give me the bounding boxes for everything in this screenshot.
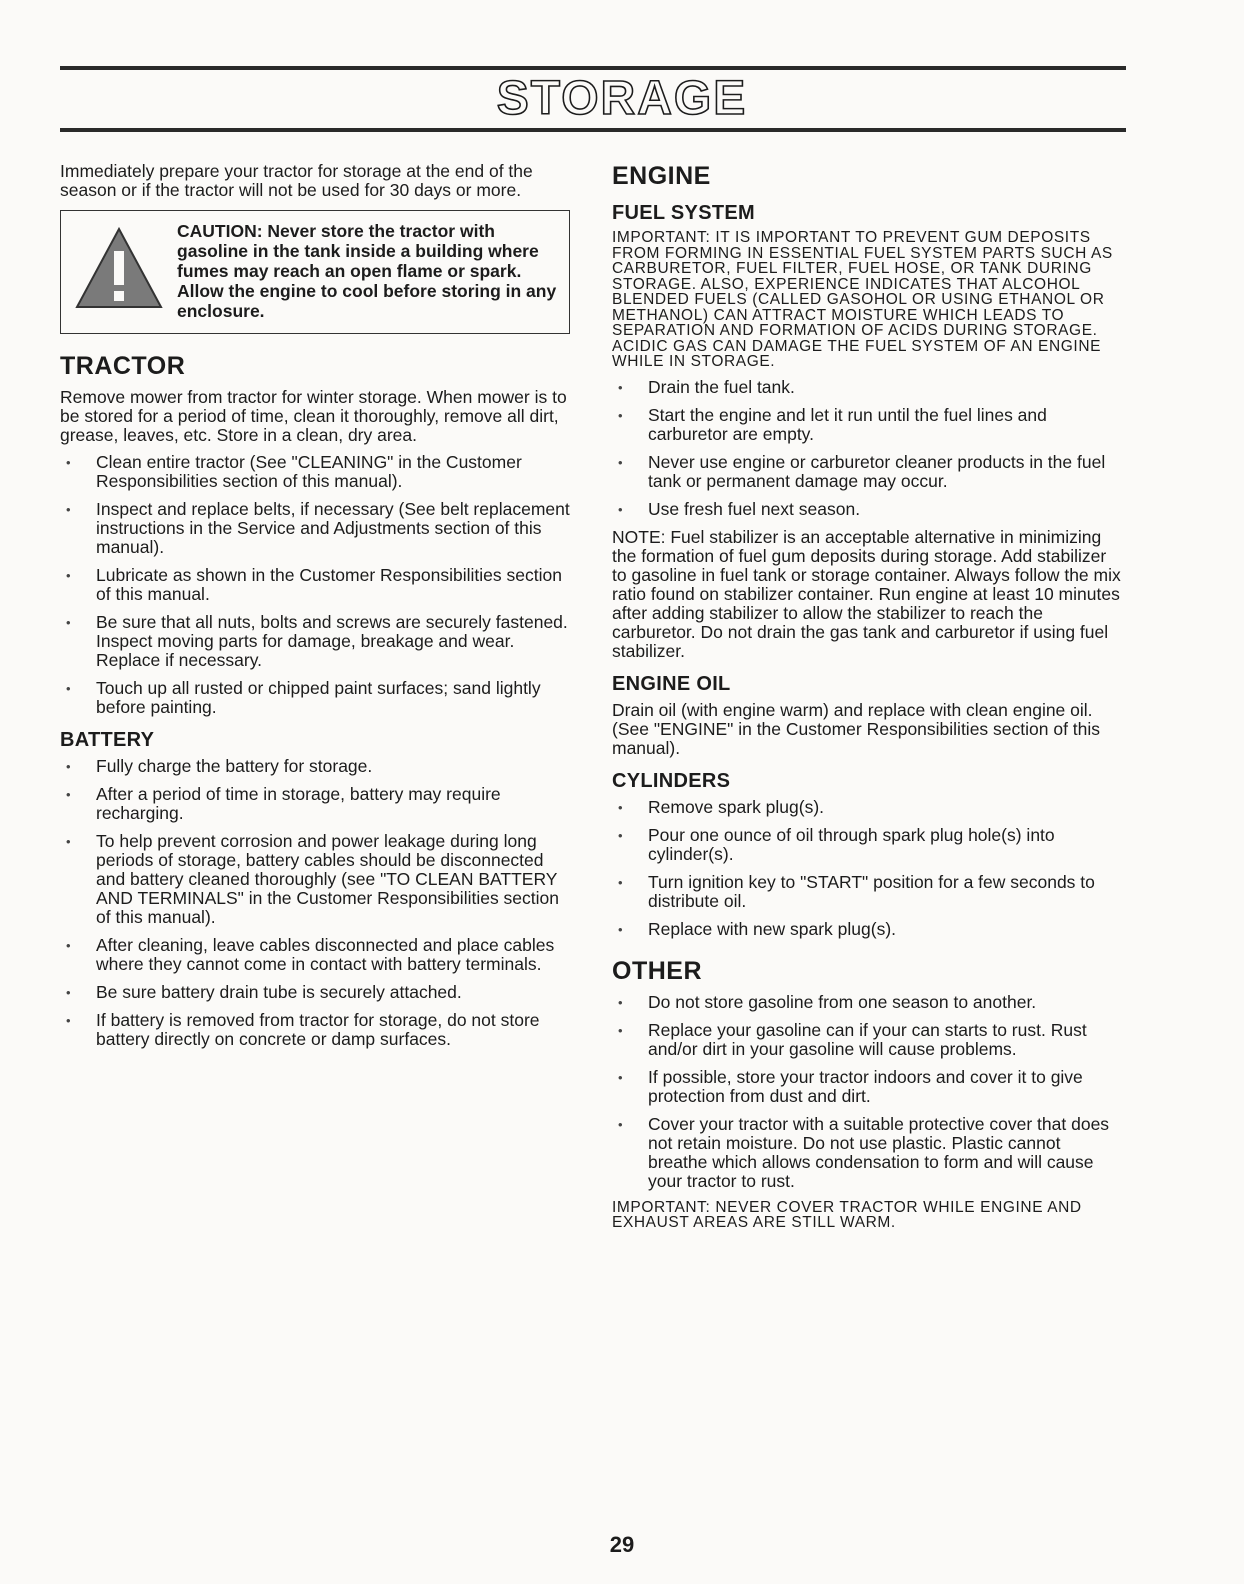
cylinders-list [612, 798, 1124, 939]
list-item: • Replace with new spark plug(s). [612, 920, 1124, 939]
caution-box [60, 210, 570, 334]
list-item: • Turn ignition key to "START" position for a few seconds to distribute oil. [612, 873, 1124, 911]
list-item: • Remove spark plug(s). [612, 798, 1124, 817]
right-column [612, 162, 1124, 1239]
list-item: • After cleaning, leave cables disconnected and place cables where they cannot come in contact with battery terminals. [60, 936, 570, 974]
page-title: STORAGE [496, 72, 748, 125]
list-item: • After a period of time in storage, battery may require recharging. [60, 785, 570, 823]
engine-oil-paragraph: Drain oil (with engine warm) and replace with clean engine oil. (See "ENGINE" in the Customer Responsibilities section of this manual). [612, 699, 1101, 758]
tractor-paragraph: Remove mower from tractor for winter storage. When mower is to be stored for a period of time, clean it thoroughly, remove all dirt, grease, leaves, etc. Store in a clean, dry area. [60, 387, 567, 445]
other-heading: OTHER [612, 956, 702, 985]
list-item: • Inspect and replace belts, if necessary (See belt replacement instructions in the Service and Adjustments section of this manual). [60, 500, 570, 557]
fuel-system-important: IMPORTANT: IT IS IMPORTANT TO PREVENT GUM DEPOSITS FROM FORMING IN ESSENTIAL FUEL SYSTEM PARTS SUCH AS CARBURETOR, FUEL FILTER, FUEL HOSE, OR TANK DURING STORAGE. ALSO, EXPERIENCE INDICATES THAT ALCOHOL BLENDED FUELS (CALLED GASOHOL OR USING ETHANOL OR METHANOL) CAN ATTRACT MOISTURE WHICH LEADS TO SEPARATION AND FORMATION OF ACIDS DURING STORAGE. ACIDIC GAS CAN DAMAGE THE FUEL SYSTEM OF AN ENGINE WHILE IN STORAGE. [612, 229, 1113, 370]
title-rule-bottom [60, 128, 1126, 132]
list-item: • Lubricate as shown in the Customer Responsibilities section of this manual. [60, 566, 570, 604]
list-item: • Drain the fuel tank. [612, 378, 1124, 397]
list-item: • Be sure that all nuts, bolts and screws are securely fastened. Inspect moving parts for damage, breakage and wear. Replace if necessary. [60, 613, 570, 670]
battery-list [60, 757, 570, 1049]
intro-paragraph: Immediately prepare your tractor for storage at the end of the season or if the tractor will not be used for 30 days or more. [60, 161, 533, 200]
list-item: • Pour one ounce of oil through spark plug hole(s) into cylinder(s). [612, 826, 1124, 864]
list-item: • If battery is removed from tractor for storage, do not store battery directly on concrete or damp surfaces. [60, 1011, 570, 1049]
warning-triangle-icon [73, 225, 165, 311]
cylinders-heading: CYLINDERS [612, 769, 731, 792]
list-item: • Never use engine or carburetor cleaner products in the fuel tank or permanent damage may occur. [612, 453, 1124, 491]
cover-important: IMPORTANT: NEVER COVER TRACTOR WHILE ENGINE AND EXHAUST AREAS ARE STILL WARM. [612, 1198, 1082, 1231]
list-item: • Cover your tractor with a suitable protective cover that does not retain moisture. Do not use plastic. Plastic cannot breathe which allows condensation to form and will cause your tractor to rust. [612, 1115, 1124, 1191]
left-column [60, 162, 570, 1058]
list-item: • If possible, store your tractor indoors and cover it to give protection from dust and dirt. [612, 1068, 1124, 1106]
list-item: • To help prevent corrosion and power leakage during long periods of storage, battery cables should be disconnected and battery cleaned thoroughly (see "TO CLEAN BATTERY AND TERMINALS" in the Customer Responsibilities section of this manual). [60, 832, 570, 927]
list-item: • Start the engine and let it run until the fuel lines and carburetor are empty. [612, 406, 1124, 444]
tractor-heading: TRACTOR [60, 352, 186, 380]
fuel-system-heading: FUEL SYSTEM [612, 202, 755, 224]
list-item: • Fully charge the battery for storage. [60, 757, 570, 776]
list-item: • Be sure battery drain tube is securely attached. [60, 983, 570, 1002]
list-item: • Do not store gasoline from one season to another. [612, 993, 1124, 1012]
list-item: • Use fresh fuel next season. [612, 500, 1124, 519]
caution-text: CAUTION: Never store the tractor with gasoline in the tank inside a building where fumes may reach an open flame or spark. Allow the engine to cool before storing in any enclosure. [177, 221, 557, 321]
engine-oil-heading: ENGINE OIL [612, 672, 731, 695]
list-item: • Clean entire tractor (See "CLEANING" in the Customer Responsibilities section of this manual). [60, 453, 570, 491]
tractor-list [60, 453, 570, 717]
fuel-stabilizer-note: NOTE: Fuel stabilizer is an acceptable alternative in minimizing the formation of fuel gum deposits during storage. Add stabilizer to gasoline in fuel tank or storage container. Always follow the mix ratio found on stabilizer container. Run engine at least 10 minutes after adding stabilizer to allow the stabilizer to reach the carburetor. Do not drain the gas tank and carburetor if using fuel stabilizer. [612, 526, 1121, 661]
battery-heading: BATTERY [60, 729, 155, 751]
list-item: • Replace your gasoline can if your can starts to rust. Rust and/or dirt in your gasoline will cause problems. [612, 1021, 1124, 1059]
list-item: • Touch up all rusted or chipped paint surfaces; sand lightly before painting. [60, 679, 570, 717]
fuel-system-list [612, 378, 1124, 519]
other-list [612, 993, 1124, 1191]
page-number: 29 [609, 1532, 635, 1557]
engine-heading: ENGINE [612, 162, 711, 190]
